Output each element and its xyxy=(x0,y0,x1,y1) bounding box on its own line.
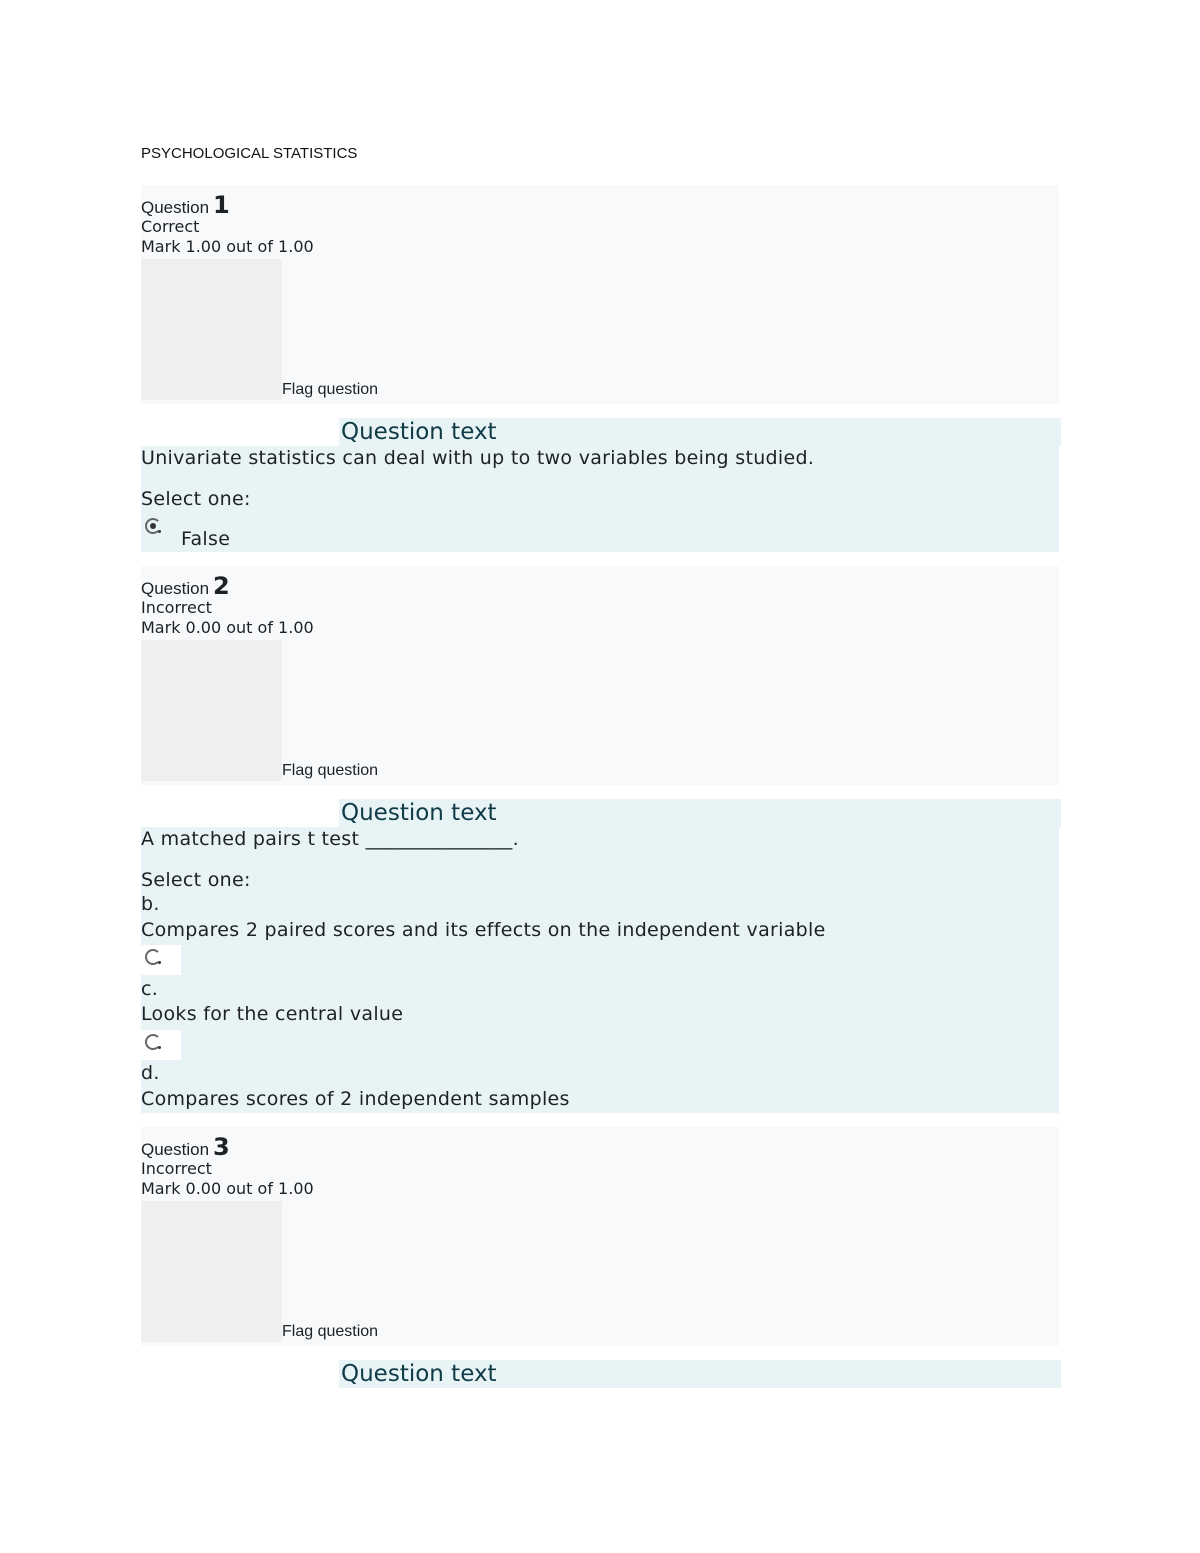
question-state: Incorrect xyxy=(141,1159,212,1178)
answer-option-text[interactable]: False xyxy=(181,528,231,550)
question-info-3 xyxy=(141,1127,1059,1346)
flag-question-link[interactable]: Flag question xyxy=(282,762,379,779)
option-letter-c: c. xyxy=(141,978,159,1000)
question-label xyxy=(141,572,230,600)
answer-radio-c[interactable] xyxy=(141,945,181,975)
question-label xyxy=(141,1133,230,1161)
flag-image[interactable] xyxy=(141,1201,282,1342)
flag-question-link[interactable]: Flag question xyxy=(282,1323,379,1340)
question-prompt: Univariate statistics can deal with up to two variables being studied. xyxy=(141,447,815,469)
question-text-heading: Question text xyxy=(341,419,497,445)
question-prompt: A matched pairs t test _______________. xyxy=(141,828,519,850)
question-word: Question xyxy=(141,579,210,598)
question-text-heading: Question text xyxy=(341,1361,497,1387)
radio-checked-icon xyxy=(145,518,161,534)
question-text-heading-1 xyxy=(339,418,1061,446)
question-state: Incorrect xyxy=(141,598,212,617)
flag-image[interactable] xyxy=(141,259,282,400)
question-label xyxy=(141,191,230,219)
question-info-2 xyxy=(141,566,1059,785)
question-grade: Mark 0.00 out of 1.00 xyxy=(141,1179,314,1198)
flag-image[interactable] xyxy=(141,640,282,781)
question-text-body-1 xyxy=(141,446,1059,552)
select-one-label: Select one: xyxy=(141,488,251,510)
option-text-d[interactable]: Compares scores of 2 independent samples xyxy=(141,1088,570,1110)
answer-radio[interactable] xyxy=(141,514,181,544)
question-text-heading: Question text xyxy=(341,800,497,826)
option-text-b[interactable]: Compares 2 paired scores and its effects on the independent variable xyxy=(141,919,826,941)
question-text-heading-3 xyxy=(339,1360,1061,1388)
question-word: Question xyxy=(141,1140,210,1159)
option-letter-d: d. xyxy=(141,1062,160,1084)
option-text-c[interactable]: Looks for the central value xyxy=(141,1003,404,1025)
document-title: PSYCHOLOGICAL STATISTICS xyxy=(141,145,358,162)
answer-radio-d[interactable] xyxy=(141,1030,181,1060)
flag-question-link[interactable]: Flag question xyxy=(282,381,379,398)
question-grade: Mark 1.00 out of 1.00 xyxy=(141,237,314,256)
question-number: 1 xyxy=(213,191,230,219)
question-text-heading-2 xyxy=(339,799,1061,827)
question-info-1 xyxy=(141,185,1059,404)
question-text-body-2 xyxy=(141,827,1059,1113)
question-number: 2 xyxy=(213,572,230,600)
option-letter-b: b. xyxy=(141,893,160,915)
select-one-label: Select one: xyxy=(141,869,251,891)
question-state: Correct xyxy=(141,217,200,236)
question-number: 3 xyxy=(213,1133,230,1161)
radio-unchecked-icon xyxy=(145,949,161,965)
question-word: Question xyxy=(141,198,210,217)
radio-unchecked-icon xyxy=(145,1034,161,1050)
question-grade: Mark 0.00 out of 1.00 xyxy=(141,618,314,637)
